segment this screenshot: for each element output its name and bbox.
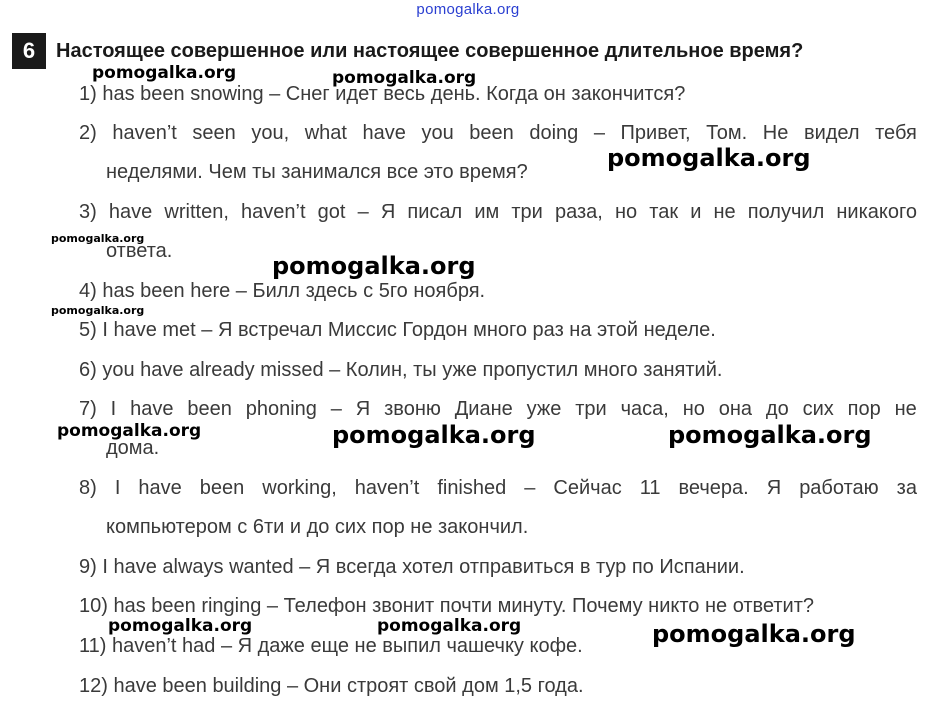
watermark: pomogalka.org: [332, 421, 536, 449]
watermark: pomogalka.org: [668, 421, 872, 449]
answer-2-line-2: неделями. Чем ты занимался все это время?: [106, 161, 528, 183]
answer-3-line-2: ответа.: [106, 240, 173, 262]
watermark: pomogalka.org: [92, 63, 237, 83]
answer-6: 6) you have already missed – Колин, ты уже пропустил много занятий.: [79, 359, 723, 381]
answer-2-line-1: 2) haven’t seen you, what have you been doing – Привет, Том. Не видел тебя: [79, 122, 917, 144]
answer-8-line-1: 8) I have been working, haven’t finished – Сейчас 11 вечера. Я работаю за: [79, 477, 917, 499]
watermark: pomogalka.org: [332, 68, 477, 88]
watermark: pomogalka.org: [652, 620, 856, 648]
task-title: Настоящее совершенное или настоящее совершенное длительное время?: [56, 40, 804, 62]
watermark: pomogalka.org: [51, 232, 145, 245]
answer-5: 5) I have met – Я встречал Миссис Гордон много раз на этой неделе.: [79, 319, 716, 341]
answer-10: 10) has been ringing – Телефон звонит почти минуту. Почему никто не ответит?: [79, 595, 815, 617]
watermark: pomogalka.org: [377, 616, 522, 636]
answer-9: 9) I have always wanted – Я всегда хотел отправиться в тур по Испании.: [79, 556, 745, 578]
answer-7-line-2: дома.: [106, 437, 160, 459]
answer-12: 12) have been building – Они строят свой дом 1,5 года.: [79, 675, 584, 697]
watermark: pomogalka.org: [607, 144, 811, 172]
site-banner[interactable]: pomogalka.org: [416, 1, 520, 18]
watermark: pomogalka.org: [57, 421, 202, 441]
watermark: pomogalka.org: [51, 304, 145, 317]
answer-3-line-1: 3) have written, haven’t got – Я писал им три раза, но так и не получил никакого: [79, 201, 917, 223]
answer-1: 1) has been snowing – Снег идет весь день. Когда он закончится?: [79, 83, 686, 105]
answer-4: 4) has been here – Билл здесь с 5го ноября.: [79, 280, 486, 302]
answer-7-line-1: 7) I have been phoning – Я звоню Диане уже три часа, но она до сих пор не: [79, 398, 917, 420]
answer-11: 11) haven’t had – Я даже еще не выпил чашечку кофе.: [79, 635, 583, 657]
watermark: pomogalka.org: [272, 252, 476, 280]
watermark: pomogalka.org: [108, 616, 253, 636]
task-number-badge: 6: [12, 33, 46, 69]
answer-8-line-2: компьютером с 6ти и до сих пор не закончил.: [106, 516, 529, 538]
